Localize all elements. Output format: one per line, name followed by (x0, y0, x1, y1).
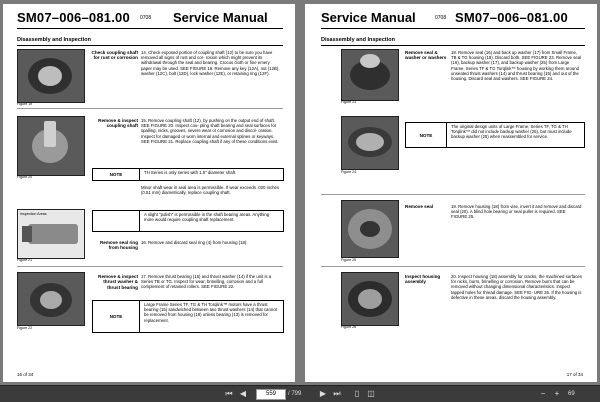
divider (321, 266, 585, 267)
figure-caption: Figure 26 (341, 325, 357, 329)
figure-23-photo (341, 49, 399, 101)
next-page-icon[interactable]: ▶ (319, 389, 327, 398)
page-left (3, 4, 295, 382)
step-label: Inspect housing assembly (405, 274, 441, 285)
step-text: 16. Remove and discard seal ring (4) from housing (18). (141, 240, 248, 245)
step-label: Remove seal ring from housing (99, 240, 138, 251)
note-text: The original design units of Large Frame, Series TF, TG & TH Torqlink™ did not include backup washer (25), but must include backup washer (25) when reassembled for service. (451, 124, 572, 140)
section-title: Disassembly and Inspection (321, 37, 395, 43)
doc-code: SM07–006–081.00 (17, 10, 130, 25)
note-label-empty (93, 211, 140, 231)
note-box (92, 300, 284, 333)
figure-25-photo (341, 200, 399, 258)
header-rule (321, 28, 585, 29)
note-text: Large Frame Series TF, TG & TH Torqlink™ motors have a thrust bearing (15) sandwiched between two thrust washers (14) that cannot be removed from housing (18) unless bearing (13) is removed for replacement. (144, 302, 277, 323)
page-title: Service Manual (173, 10, 268, 25)
section-rule (17, 45, 283, 46)
step-text: 14. Check exposed portion of coupling shaft (12) to be sure you have removed all signs of rust and cor- rosion which might prevent its withdrawal through the seal and bearing. Crocus cloth or fine emery paper may be used. SEE FIGURE 19. Remove any key (12A), nut (12B), washer (12C), bolt (12D), lock washer (12E), or retaining ring (12F). (141, 50, 280, 76)
header-rule (17, 28, 283, 29)
note-label: NOTE (93, 301, 140, 332)
first-page-icon[interactable]: ⏮ (225, 389, 233, 398)
date-code: 0708 (435, 15, 447, 21)
step-text: 20. Inspect housing (18) assembly for cracks, the machined surfaces for nicks, burrs, brinelling or corrosion. Remove burrs that can be removed without changing dimensional characteristics. Inspect tapped holes for thread damage. SEE FIG- URE 26. If the housing is defective in these areas, discard the housing assembly. (451, 274, 582, 300)
viewer-toolbar (0, 385, 600, 402)
step-label: Remove seal & washer or washers (405, 50, 447, 61)
figure-20-photo (17, 116, 85, 176)
figure-22-photo (17, 272, 85, 326)
zoom-in-icon[interactable]: + (554, 389, 560, 398)
figure-caption: Figure 19 (17, 102, 33, 106)
date-code: 0708 (140, 15, 152, 21)
step-label: Remove & inspect thrust washer & thrust bearing (98, 274, 138, 290)
figure-caption: Figure 20 (17, 175, 33, 179)
note-box (92, 168, 284, 181)
step-text: 18. Remove seal (16) and back up washer (17) from Small Frame, TB & TG housing (18). Discard both. SEE FIGURE 23. Remove seal (16), backup washer (17), and backup washer (25) from Large Frame, Series TF & TG Torqlink™ housing by working them around unseated thrust washers (14) and thrust bearing (15) and out of the housing. Discard seal and washers. SEE FIGURE 24. (451, 50, 582, 82)
step-text: 17. Remove thrust bearing (15) and thrust washer (14) if the unit is a Series TB or TG. Inspect for wear, brinelling, corrosion and a full complement of retained rollers. SEE FIGURE 22. (141, 274, 272, 290)
doc-code: SM07–006–081.00 (455, 10, 568, 25)
section-title: Disassembly and Inspection (17, 37, 91, 43)
figure-26-photo (341, 272, 399, 326)
figure-24-photo (341, 116, 399, 170)
zoom-out-icon[interactable]: − (540, 389, 546, 398)
figure-19-photo (17, 49, 85, 103)
page-title: Service Manual (321, 10, 416, 25)
step-label: Remove seal (405, 204, 434, 209)
inline-note-text: Minor shaft wear in seal area is permissible. If wear exceeds .020 inches (0.51 mm) diametrically, replace coupling shaft. (141, 185, 280, 196)
step-label: Check coupling shaft for rust or corrosion (91, 50, 138, 61)
step-text: 19. Remove housing (18) from vise, invert it and remove and discard seal (20). A blind hole bearing or seal puller is required. SEE FIGURE 25. (451, 204, 582, 220)
page-number: 16 of 34 (17, 372, 34, 377)
note-label: NOTE (93, 169, 140, 180)
zoom-level: 69 (568, 391, 575, 397)
single-page-icon[interactable]: ▯ (354, 389, 360, 398)
page-number: 17 of 34 (566, 372, 583, 377)
note-box-inspection (92, 210, 284, 232)
last-page-icon[interactable]: ⏭ (333, 389, 341, 398)
note-box (405, 122, 585, 148)
divider (17, 266, 283, 267)
divider (321, 194, 585, 195)
step-label: Remove & inspect coupling shaft (98, 118, 138, 129)
page-right (305, 4, 597, 382)
section-rule (321, 45, 585, 46)
note-text: TH Series is only series with 1.5" diameter shaft. (144, 170, 237, 175)
note-label: NOTE (406, 123, 447, 147)
divider (17, 108, 283, 109)
two-page-icon[interactable]: ◫ (367, 389, 375, 398)
figure-caption: Figure 25 (341, 258, 357, 262)
page-count: / 799 (288, 391, 302, 397)
prev-page-icon[interactable]: ◀ (239, 389, 247, 398)
page-number-input[interactable]: 559 (256, 389, 286, 400)
figure-caption: Figure 21 (17, 258, 33, 262)
figure-caption: Figure 23 (341, 100, 357, 104)
step-text: 15. Remove coupling shaft (12), by pushing on the output end of shaft. SEE FIGURE 20. Inspect cou- pling shaft bearing and seal surfaces for spalling, nicks, grooves, severe wear or corrosion and discol- oration. Inspect for damaged or worn internal and external splines or keyways. SEE FIGURE 21. Replace coupling shaft if any of these conditions exist. (141, 118, 279, 144)
figure-caption: Figure 22 (17, 326, 33, 330)
figure-callout: Inspection Areas (20, 212, 47, 216)
note-text: A slight "polish" is permissible in the shaft bearing areas. Anything more would require coupling shaft replacement. (144, 212, 270, 223)
figure-caption: Figure 24 (341, 170, 357, 174)
figure-21-photo (17, 209, 85, 259)
